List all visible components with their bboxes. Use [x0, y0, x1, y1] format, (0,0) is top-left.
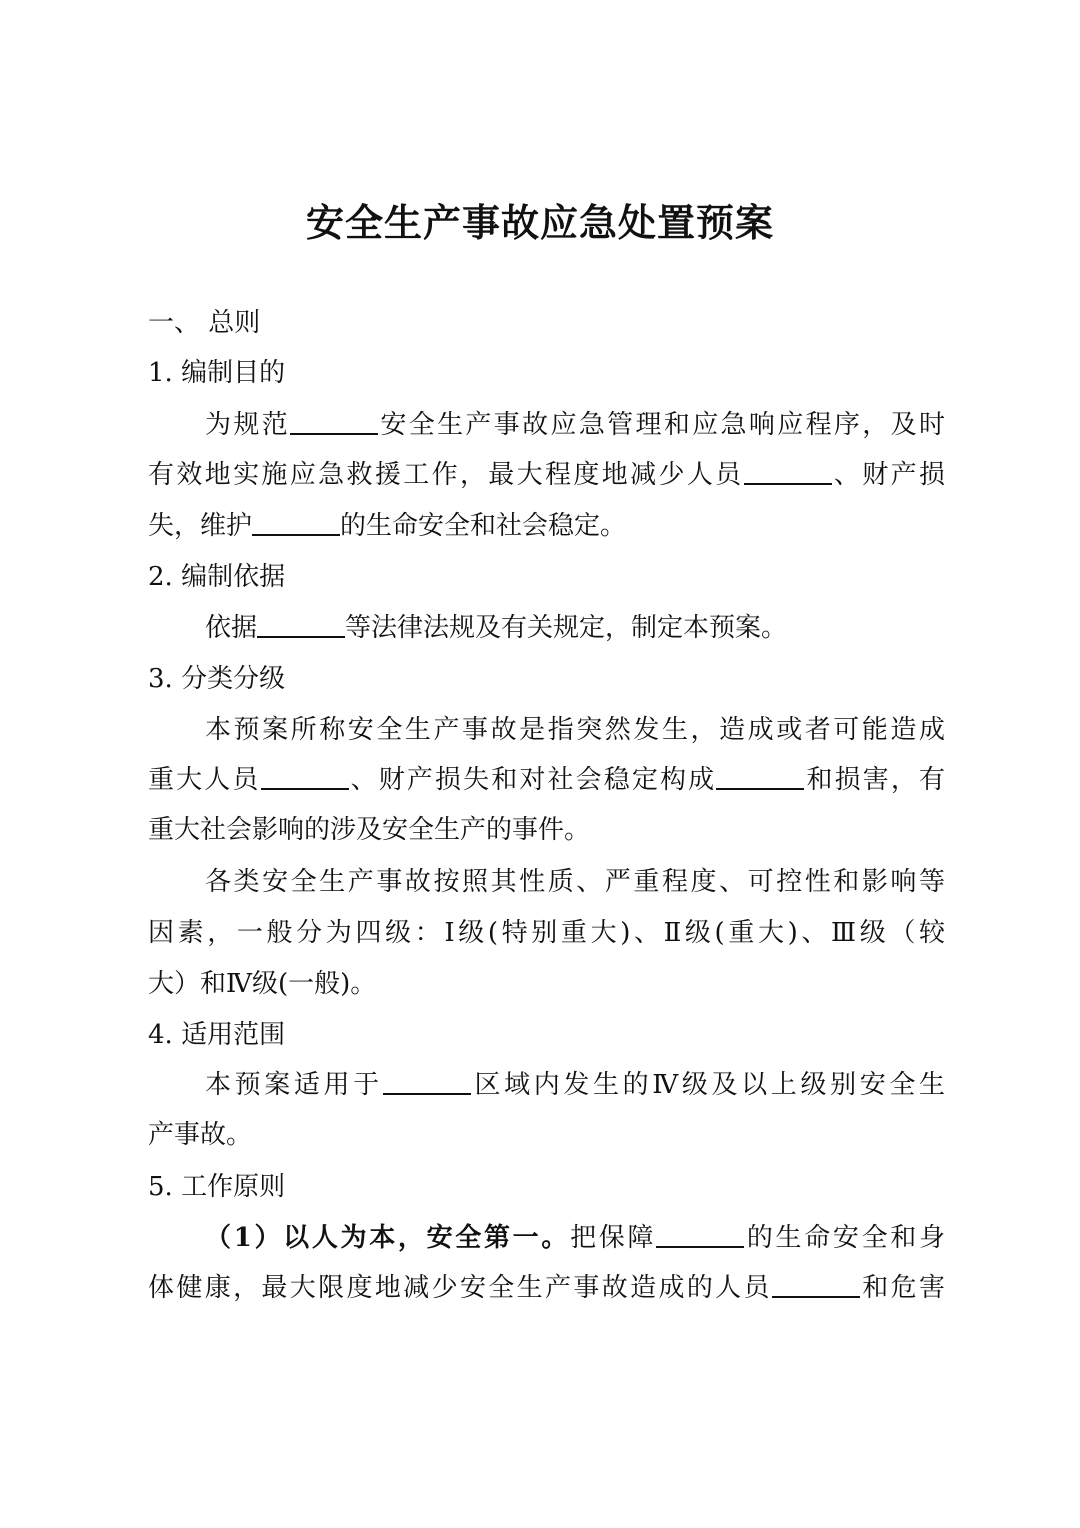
text-segment: 体健康，最大限度地减少安全生产事故造成的人员 — [148, 1273, 772, 1303]
text-segment: 、财产损失和对社会稳定构成 — [348, 765, 717, 795]
text-segment: 和危害 — [859, 1273, 945, 1303]
fill-in-blank — [290, 403, 378, 435]
section-heading — [148, 1010, 945, 1060]
text-segment: 、财产损 — [831, 460, 945, 490]
fill-in-blank — [383, 1063, 471, 1095]
document-title: 安全生产事故应急处置预案 — [305, 200, 774, 245]
text-segment: 1. 编制目的 — [148, 358, 286, 388]
text-segment: 4. 适用范围 — [148, 1020, 286, 1050]
text-segment: 5. 工作原则 — [148, 1172, 286, 1202]
fill-in-blank — [252, 504, 340, 536]
paragraph-line — [148, 1263, 945, 1313]
paragraph-line — [148, 908, 945, 958]
text-segment: 2. 编制依据 — [148, 562, 286, 592]
text-segment: 把保障 — [570, 1223, 657, 1253]
fill-in-blank — [261, 758, 349, 790]
bold-text: （1）以人为本，安全第一。 — [205, 1223, 571, 1253]
fill-in-blank — [772, 1266, 860, 1298]
text-segment: 重大社会影响的涉及安全生产的事件。 — [148, 815, 591, 845]
paragraph-line — [148, 450, 945, 500]
paragraph-line — [148, 400, 945, 450]
text-segment: 安全生产事故应急管理和应急响应程序，及时 — [378, 410, 945, 440]
fill-in-blank — [744, 453, 832, 485]
text-segment: 本预案适用于 — [205, 1070, 383, 1100]
text-segment: 因素，一般分为四级：Ⅰ级(特别重大)、Ⅱ级(重大)、Ⅲ级（较 — [148, 918, 945, 948]
text-segment: 产事故。 — [148, 1120, 253, 1150]
text-segment: 重大人员 — [148, 765, 261, 795]
text-segment: 的生命安全和社会稳定。 — [340, 511, 627, 541]
paragraph-line — [148, 705, 945, 755]
fill-in-blank — [656, 1216, 744, 1248]
fill-in-blank — [716, 758, 804, 790]
section-heading — [148, 348, 945, 398]
text-segment: 为规范 — [205, 410, 291, 440]
section-heading — [148, 552, 945, 602]
paragraph-line — [148, 603, 945, 653]
section-heading — [148, 654, 945, 704]
paragraph-line — [148, 501, 945, 551]
text-segment: 失，维护 — [148, 511, 253, 541]
text-segment: 大）和Ⅳ级(一般)。 — [148, 969, 377, 999]
text-segment: 各类安全生产事故按照其性质、严重程度、可控性和影响等 — [205, 867, 945, 897]
paragraph-line — [148, 959, 945, 1009]
paragraph-line — [148, 755, 945, 805]
text-segment: 有效地实施应急救援工作，最大程度地减少人员 — [148, 460, 744, 490]
text-segment: 3. 分类分级 — [148, 664, 286, 694]
paragraph-line — [148, 1213, 945, 1263]
paragraph-line — [148, 805, 945, 855]
paragraph-line — [148, 1060, 945, 1110]
fill-in-blank — [257, 606, 345, 638]
text-segment: 一、 总则 — [148, 308, 261, 338]
text-segment: 等法律法规及有关规定，制定本预案。 — [345, 613, 788, 643]
text-segment: 的生命安全和身 — [744, 1223, 945, 1253]
section-heading — [148, 1162, 945, 1212]
section-heading — [148, 298, 945, 348]
paragraph-line — [148, 1110, 945, 1160]
text-segment: 依据 — [205, 613, 258, 643]
text-segment: 和损害，有 — [804, 765, 945, 795]
text-segment: 区域内发生的Ⅳ级及以上级别安全生 — [470, 1070, 945, 1100]
text-segment: 本预案所称安全生产事故是指突然发生，造成或者可能造成 — [205, 715, 945, 745]
paragraph-line — [148, 857, 945, 907]
